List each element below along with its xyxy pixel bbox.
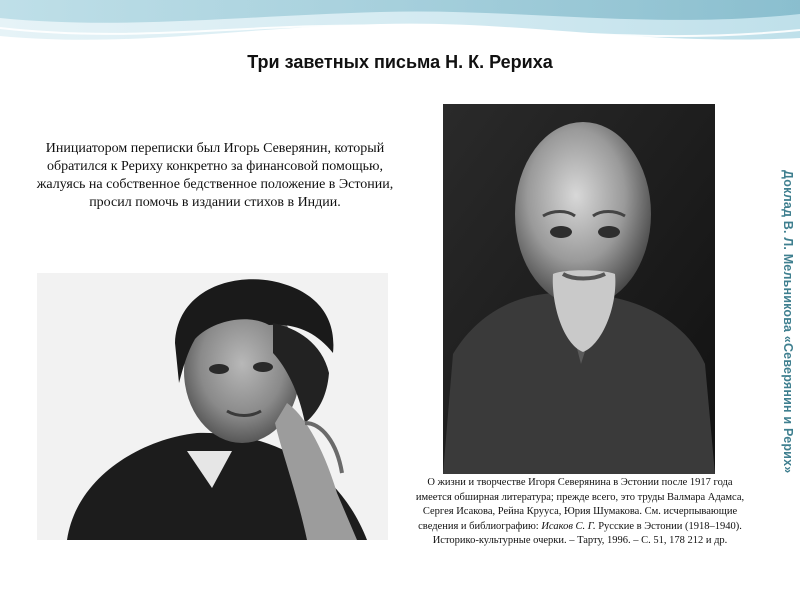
side-label-container bbox=[778, 170, 798, 525]
severyanin-portrait-photo bbox=[37, 273, 388, 540]
caption-text-part1: О жизни и творчестве Игоря Северянина в Эстонии после 1917 года имеется обширная литература; прежде всего, это труды Валмара Адамса, Сергея Исакова, Рейна Крууса, Юрия Шумакова. См. исчерпывающие сведения и библиографию: bbox=[415, 477, 745, 532]
slide-title: Три заветных письма Н. К. Рериха bbox=[247, 52, 553, 72]
caption-text-part2: Русские в Эстонии (1918–1940). Историко-культурные очерки. – Тарту, 1996. – С. 51, 178 212 и др. bbox=[432, 520, 742, 546]
photo-caption-footnote bbox=[412, 476, 748, 549]
roerich-portrait-photo bbox=[443, 104, 715, 474]
intro-paragraph: Инициатором переписки был Игорь Северянин, который обратился к Рериху конкретно за финансовой помощью, жалуясь на собственное бедственное положение в Эстонии, просил помочь в издании стихов в Индии. bbox=[36, 141, 394, 210]
caption-author-italic: Исаков С. Г. bbox=[541, 520, 596, 532]
side-report-label: Доклад В. Л. Мельникова «Северянин и Рерих» bbox=[781, 170, 795, 474]
